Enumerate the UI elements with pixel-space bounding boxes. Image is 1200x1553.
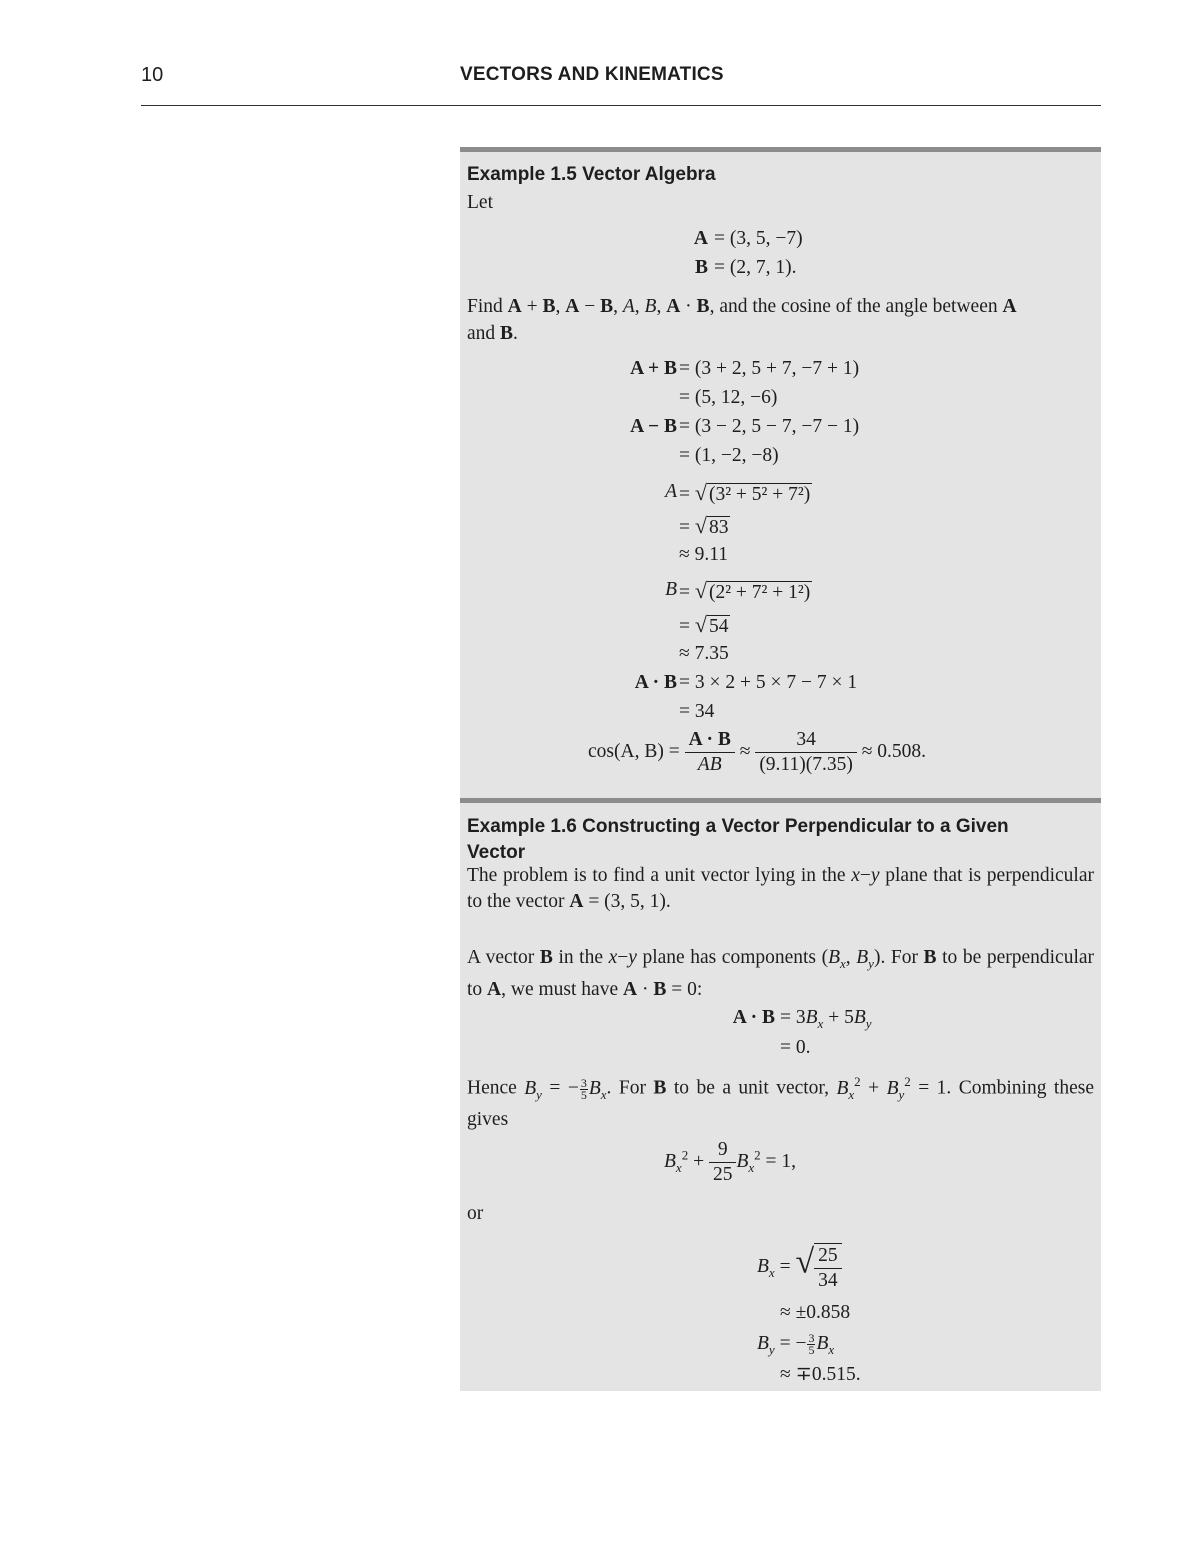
equation-rhs: = (3, 5, −7) xyxy=(714,228,803,249)
equation-rhs: = 34 xyxy=(679,701,715,722)
example-1-5-box xyxy=(460,147,1101,798)
equation-lhs: B xyxy=(665,579,677,600)
equation-lhs: B xyxy=(694,257,708,278)
equation-rhs: = (1, −2, −8) xyxy=(679,445,779,466)
example-heading-cont: Vector xyxy=(467,842,526,863)
example-1-6-box xyxy=(460,798,1101,1391)
paragraph: The problem is to find a unit vector lying in the x−y plane that is perpendicular to the vector A = (3, 5, 1). xyxy=(467,865,1094,912)
equation-rhs: = √ (3² + 5² + 7²) xyxy=(679,480,811,505)
equation-rhs: = (2, 7, 1). xyxy=(714,257,797,278)
find-line-2: and B. xyxy=(467,323,518,344)
equation-rhs: ≈ ∓0.515. xyxy=(780,1364,861,1385)
equation-lhs: A + B xyxy=(630,358,677,379)
or-text: or xyxy=(467,1203,484,1224)
equation-rhs: = √ (2² + 7² + 1²) xyxy=(679,578,811,603)
paragraph: A vector B in the x−y plane has components ($B_x$, $B_y$). For B to be perpendicular to A, we must have A · B = 0: xyxy=(467,947,1095,1000)
equation-rhs: = 3 × 2 + 5 × 7 − 7 × 1 xyxy=(679,672,858,693)
equation-rhs: = (5, 12, −6) xyxy=(679,387,778,408)
find-line-1: Find A + B, A − B, A, B, A · B, and the cosine of the angle between A xyxy=(467,296,1017,317)
equation-lhs: A · B xyxy=(732,1007,775,1028)
example-heading: Example 1.5 Vector Algebra xyxy=(467,164,716,185)
equation-rhs: = 0. xyxy=(780,1037,811,1058)
cosine-equation: cos(A, B) = $\frac{A \cdot B}{AB}$ ≈ $\frac{34}{(9.11)(7.35)}$ ≈ 0.508. xyxy=(588,729,927,775)
equation-lhs: A xyxy=(693,228,708,249)
equation: $B_y$ = − $\frac{3}{5}$ $B_x$ xyxy=(757,1331,835,1357)
equation-lhs: A xyxy=(665,481,677,502)
equation-rhs: ≈ 7.35 xyxy=(679,643,729,664)
let-text: Let xyxy=(467,192,493,213)
equation: $B_x$ = √ $\frac{25}{34}$ xyxy=(757,1243,842,1293)
equation-rhs: = √ 54 xyxy=(679,612,729,637)
paragraph: Hence $B_y$ = − $\frac{3}{5}$ $B_x$. For B to be a unit vector, $B_x^2 + B_y^2 = 1$. Combining these gives xyxy=(467,1074,1094,1131)
header-rule xyxy=(141,105,1101,106)
equation-rhs: = √ 83 xyxy=(679,513,729,538)
page-number: 10 xyxy=(141,64,164,86)
equation-rhs: ≈ 9.11 xyxy=(679,544,728,565)
equation-rhs: ≈ ±0.858 xyxy=(780,1302,851,1323)
running-header: VECTORS AND KINEMATICS xyxy=(460,64,724,85)
equation-lhs: A − B xyxy=(630,416,677,437)
equation-lhs: A · B xyxy=(634,672,677,693)
equation: $B_x^2$ + $\frac{9}{25}$ $B_x^2 = 1$, xyxy=(664,1139,797,1185)
example-heading: Example 1.6 Constructing a Vector Perpendicular to a Given xyxy=(467,816,1009,837)
equation-rhs: = (3 + 2, 5 + 7, −7 + 1) xyxy=(679,358,860,379)
equation-rhs: = $3B_x + 5B_y$ xyxy=(780,1007,872,1031)
equation-rhs: = (3 − 2, 5 − 7, −7 − 1) xyxy=(679,416,860,437)
